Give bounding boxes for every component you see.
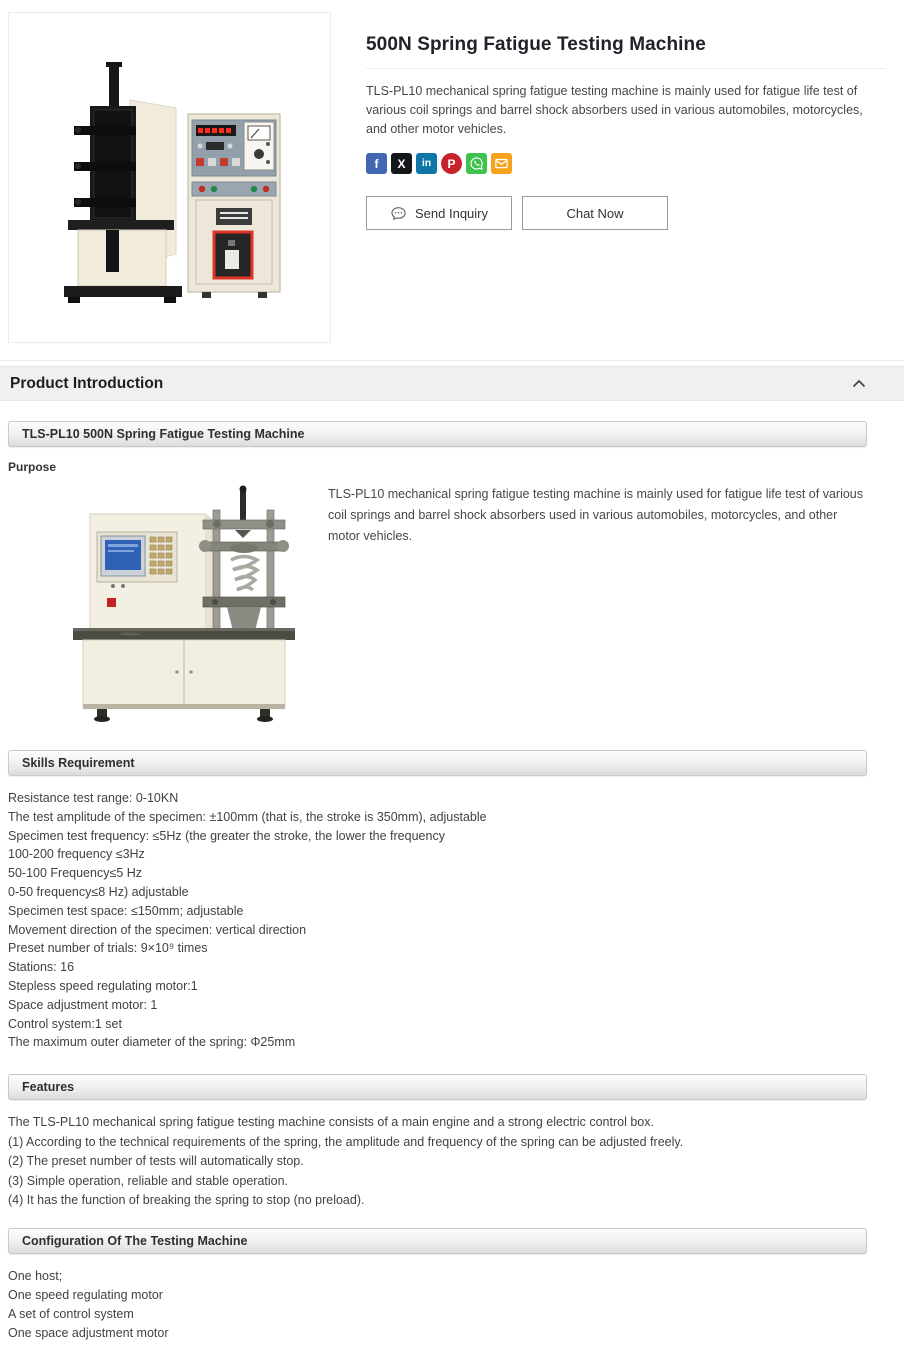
spec-line: Specimen test space: ≤150mm; adjustable <box>8 903 244 918</box>
feature-line: (2) The preset number of tests will automatically stop. <box>8 1154 304 1169</box>
product-introduction-title: Product Introduction <box>10 374 164 392</box>
spec-line: Stepless speed regulating motor:1 <box>8 978 198 993</box>
product-introduction-content <box>0 421 904 1349</box>
purpose-label: Purpose <box>8 460 57 474</box>
product-description: TLS-PL10 mechanical spring fatigue testing machine is mainly used for fatigue life test of various coil springs and barrel shock absorbers used in various automobiles, motorcycles, and other motor vehicles. <box>366 84 863 136</box>
whatsapp-icon <box>469 156 484 171</box>
features-header-bar <box>8 1074 867 1100</box>
bench-machine-illustration <box>55 482 310 725</box>
spec-line: Specimen test frequency: ≤5Hz (the greater the stroke, the lower the frequency <box>8 828 445 843</box>
spec-line: The maximum outer diameter of the spring: Φ25mm <box>8 1035 296 1050</box>
spec-line: Stations: 16 <box>8 960 75 975</box>
configuration-line: One space adjustment motor <box>8 1325 169 1340</box>
skills-list <box>8 776 904 1054</box>
features-header-title: Features <box>22 1080 75 1095</box>
features-list <box>8 1100 904 1211</box>
spec-line: 100-200 frequency ≤3Hz <box>8 847 145 862</box>
configuration-line: One speed regulating motor <box>8 1287 163 1302</box>
spec-line: 50-100 Frequency≤5 Hz <box>8 866 143 881</box>
configuration-line: A set of control system <box>8 1306 134 1321</box>
feature-line: The TLS-PL10 mechanical spring fatigue testing machine consists of a main engine and a strong electric control box. <box>8 1115 654 1130</box>
pinterest-icon: P <box>447 156 456 171</box>
whatsapp-share-button[interactable] <box>466 153 487 174</box>
spec-line: Space adjustment motor: 1 <box>8 997 158 1012</box>
product-top-section <box>0 0 904 343</box>
configuration-header-bar <box>8 1228 867 1254</box>
spec-line: Movement direction of the specimen: vertical direction <box>8 922 307 937</box>
spec-line: The test amplitude of the specimen: ±100mm (that is, the stroke is 350mm), adjustable <box>8 809 487 824</box>
spec-line: Preset number of trials: 9×10⁹ times <box>8 941 208 956</box>
facebook-icon: f <box>374 156 379 171</box>
model-header-bar <box>8 421 867 447</box>
chat-now-label: Chat Now <box>566 205 624 221</box>
skills-header-title: Skills Requirement <box>22 756 135 770</box>
product-introduction-header[interactable] <box>0 366 904 401</box>
section-divider <box>0 360 904 361</box>
send-inquiry-button[interactable] <box>366 196 512 230</box>
model-header-title: TLS-PL10 500N Spring Fatigue Testing Machine <box>22 427 305 441</box>
machine-illustration <box>18 22 321 333</box>
spec-line: 0-50 frequency≤8 Hz) adjustable <box>8 884 189 899</box>
spec-line: Control system:1 set <box>8 1016 122 1031</box>
configuration-line: One host; <box>8 1268 63 1283</box>
x-share-button[interactable] <box>391 153 412 174</box>
chat-now-button[interactable] <box>522 196 668 230</box>
spec-line: Resistance test range: 0-10KN <box>8 791 179 805</box>
linkedin-icon: in <box>421 157 432 170</box>
purpose-section <box>8 482 904 725</box>
action-buttons-row <box>366 196 886 230</box>
configuration-header-title: Configuration Of The Testing Machine <box>22 1233 248 1248</box>
feature-line: (4) It has the function of breaking the spring to stop (no preload). <box>8 1193 365 1208</box>
purpose-text: TLS-PL10 mechanical spring fatigue testing machine is mainly used for fatigue life test of various coil springs and barrel shock absorbers used in various automobiles, motorcycles, and other motor vehicles. <box>328 487 863 543</box>
product-image-main <box>8 12 331 343</box>
pinterest-share-button[interactable] <box>441 153 462 174</box>
product-summary <box>366 12 886 343</box>
product-image-purpose <box>55 482 310 725</box>
feature-line: (3) Simple operation, reliable and stable operation. <box>8 1173 289 1188</box>
configuration-list <box>8 1254 904 1343</box>
facebook-share-button[interactable] <box>366 153 387 174</box>
email-icon <box>494 156 509 171</box>
chat-bubble-icon <box>390 205 407 222</box>
email-share-button[interactable] <box>491 153 512 174</box>
chevron-up-icon[interactable] <box>852 379 866 388</box>
page-title: 500N Spring Fatigue Testing Machine <box>366 34 886 69</box>
skills-header-bar <box>8 750 867 776</box>
social-share-row <box>366 153 886 174</box>
send-inquiry-label: Send Inquiry <box>415 205 488 221</box>
feature-line: (1) According to the technical requirements of the spring, the amplitude and frequency of the spring can be adjusted freely. <box>8 1134 684 1149</box>
linkedin-share-button[interactable] <box>416 153 437 174</box>
x-twitter-icon: X <box>397 156 406 171</box>
